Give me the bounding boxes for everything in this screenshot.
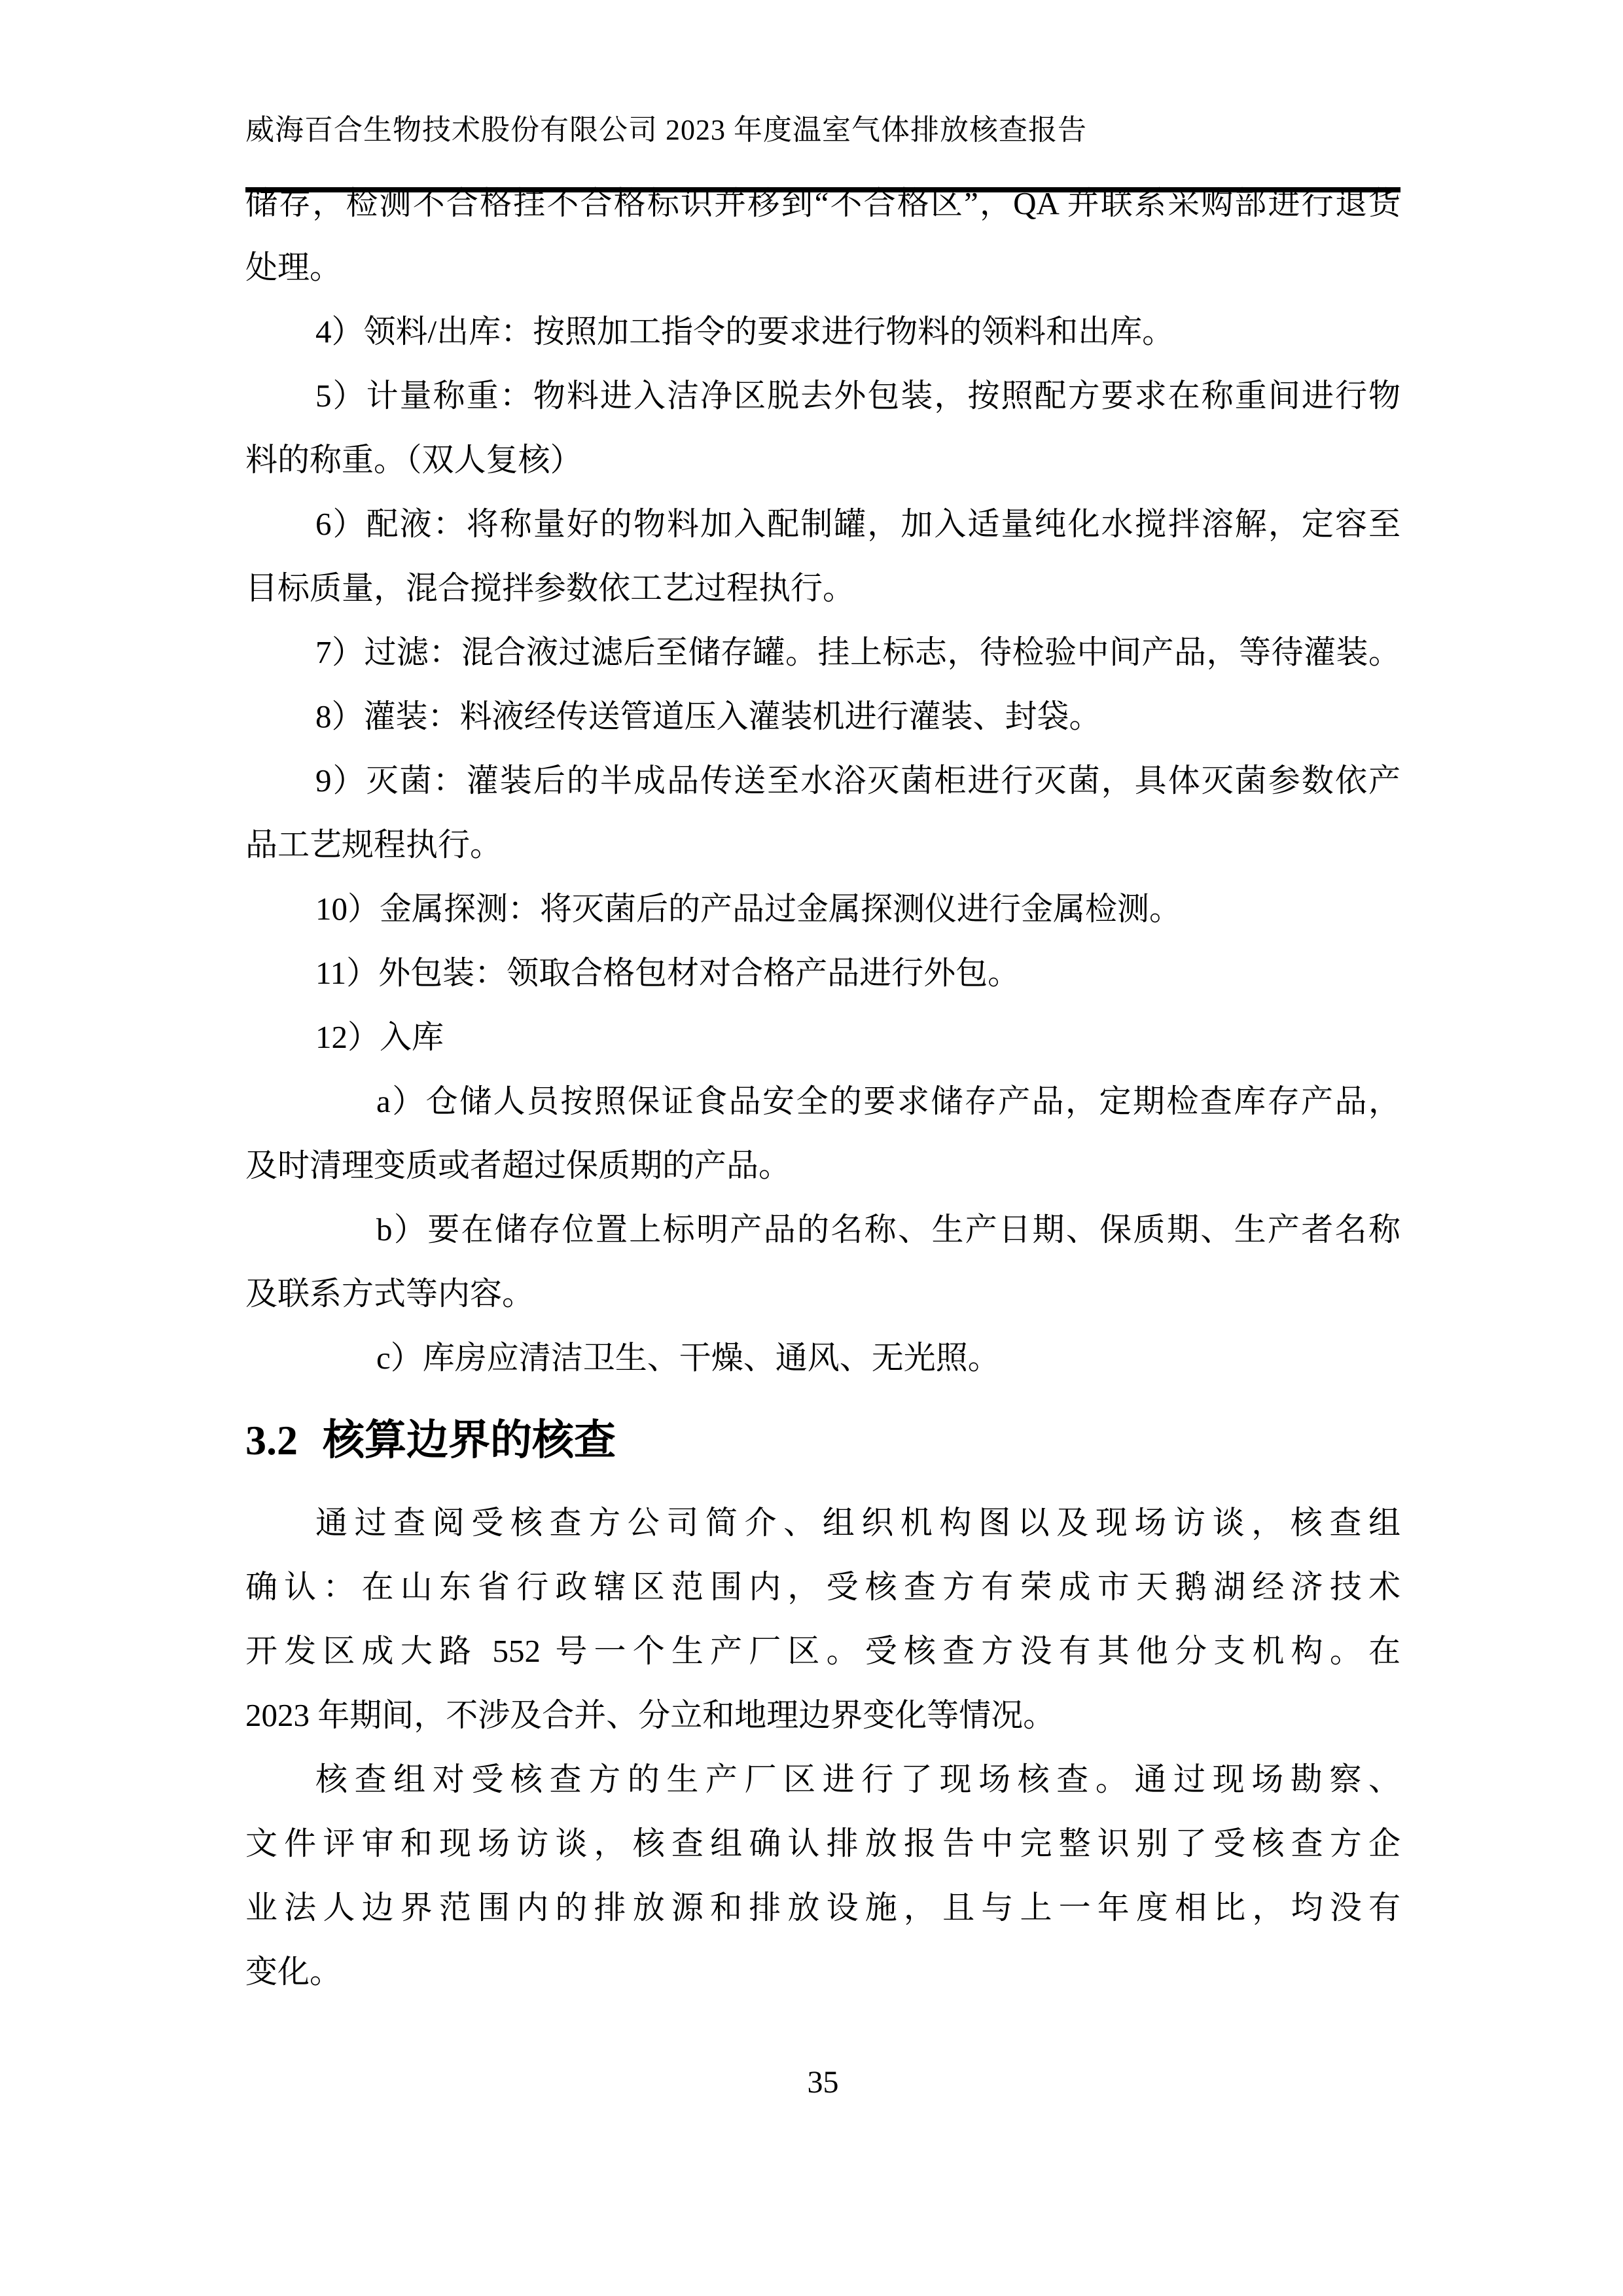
text-line: 4）领料/出库：按照加工指令的要求进行物料的领料和出库。 bbox=[315, 314, 1175, 350]
text-line: 及时清理变质或者超过保质期的产品。 bbox=[245, 1147, 791, 1183]
text-line: 储存，检测不合格挂不合格标识并移到“不合格区”，QA 并联系采购部进行退货 bbox=[245, 185, 1400, 221]
section-heading bbox=[245, 1408, 1400, 1473]
text-line: 11）外包装：领取合格包材对合格产品进行外包。 bbox=[315, 955, 1020, 991]
text-line: 8）灌装：料液经传送管道压入灌装机进行灌装、封袋。 bbox=[315, 698, 1101, 734]
text-line: 5）计量称重：物料进入洁净区脱去外包装，按照配方要求在称重间进行物 bbox=[315, 378, 1400, 414]
text-line: 确认：在山东省行政辖区范围内，受核查方有荣成市天鹅湖经济技术 bbox=[245, 1569, 1400, 1605]
text-line: 业法人边界范围内的排放源和排放设施，且与上一年度相比，均没有 bbox=[245, 1890, 1400, 1926]
text-line: 处理。 bbox=[245, 249, 342, 285]
text-line: 12）入库 bbox=[315, 1019, 444, 1055]
text-line: 6）配液：将称量好的物料加入配制罐，加入适量纯化水搅拌溶解，定容至 bbox=[315, 506, 1400, 542]
text-line: 开发区成大路 552 号一个生产厂区。受核查方没有其他分支机构。在 bbox=[245, 1633, 1400, 1669]
text-line: c）库房应清洁卫生、干燥、通风、无光照。 bbox=[376, 1340, 1000, 1376]
text-line: 核查组对受核查方的生产厂区进行了现场核查。通过现场勘察、 bbox=[315, 1761, 1400, 1797]
text-line: b）要在储存位置上标明产品的名称、生产日期、保质期、生产者名称 bbox=[376, 1211, 1400, 1247]
text-line: 通过查阅受核查方公司简介、组织机构图以及现场访谈，核查组 bbox=[315, 1505, 1400, 1541]
text-line: 2023 年期间，不涉及合并、分立和地理边界变化等情况。 bbox=[245, 1697, 1056, 1733]
body-text bbox=[245, 171, 1400, 2004]
page-number: 35 bbox=[807, 2065, 839, 2100]
header-title: 威海百合生物技术股份有限公司 2023 年度温室气体排放核查报告 bbox=[245, 114, 1087, 146]
heading-number: 3.2 bbox=[245, 1417, 298, 1463]
text-line: 及联系方式等内容。 bbox=[245, 1276, 535, 1312]
text-line: 品工艺规程执行。 bbox=[245, 827, 503, 863]
text-line: a）仓储人员按照保证食品安全的要求储存产品，定期检查库存产品， bbox=[376, 1083, 1400, 1119]
text-line: 料的称重。（双人复核） bbox=[245, 442, 582, 478]
text-line: 9）灭菌：灌装后的半成品传送至水浴灭菌柜进行灭菌，具体灭菌参数依产 bbox=[315, 762, 1400, 798]
text-line: 目标质量，混合搅拌参数依工艺过程执行。 bbox=[245, 570, 855, 606]
text-line: 文件评审和现场访谈，核查组确认排放报告中完整识别了受核查方企 bbox=[245, 1825, 1400, 1861]
text-line: 10）金属探测：将灭菌后的产品过金属探测仪进行金属检测。 bbox=[315, 891, 1182, 927]
heading-title: 核算边界的核查 bbox=[323, 1417, 616, 1463]
page-footer bbox=[245, 2063, 1400, 2102]
text-line: 7）过滤：混合液过滤后至储存罐。挂上标志，待检验中间产品，等待灌装。 bbox=[315, 634, 1400, 670]
text-line: 变化。 bbox=[245, 1954, 342, 1990]
